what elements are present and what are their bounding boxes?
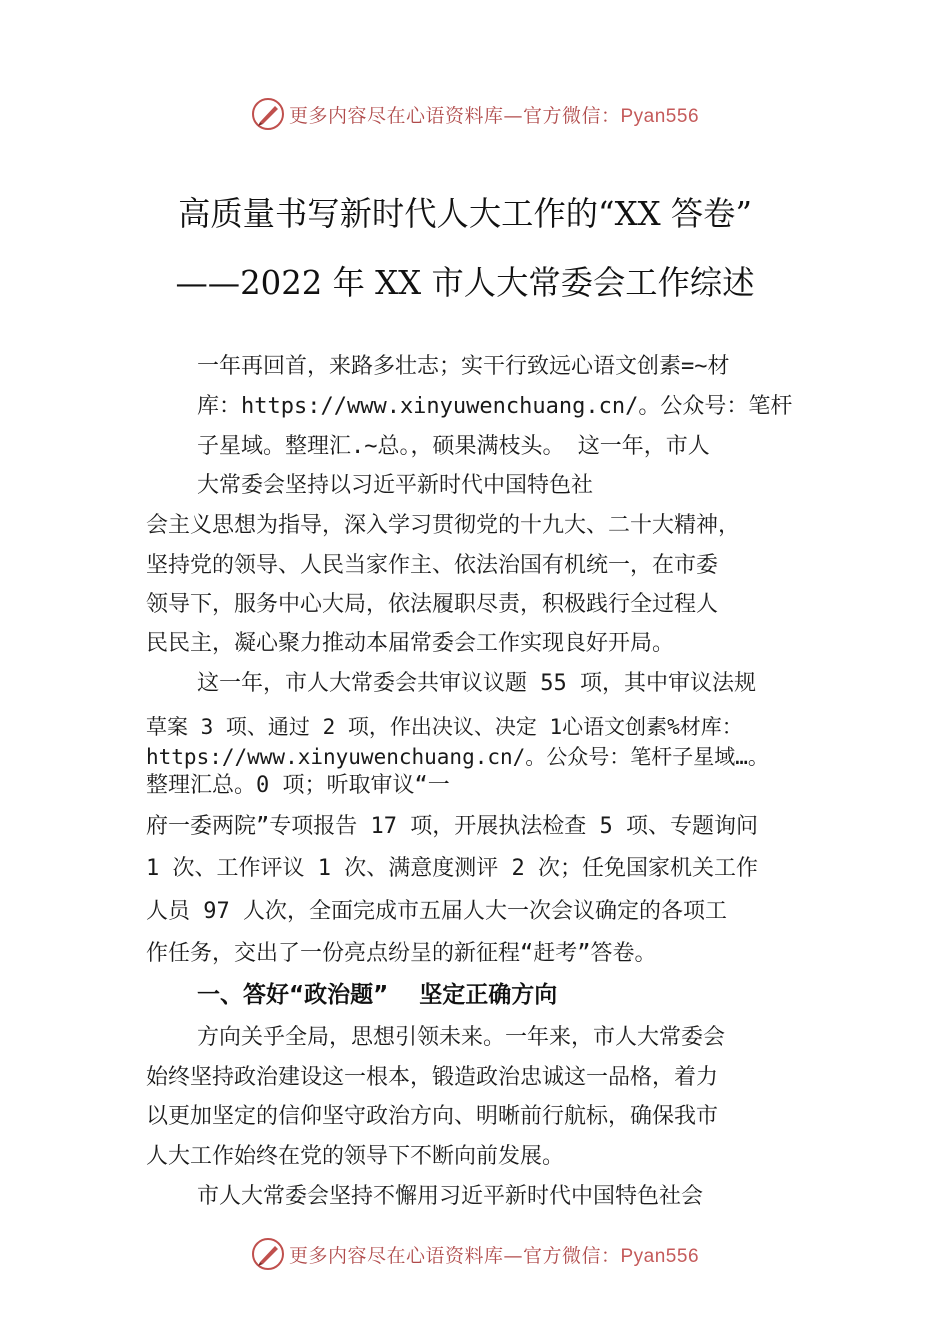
paragraph-line: 市人大常委会坚持不懈用习近平新时代中国特色社会 (197, 1184, 704, 1209)
brush-logo-icon (251, 1237, 285, 1271)
banner-text: 更多内容尽在心语资料库—官方微信：Pyan556 (288, 1244, 700, 1267)
paragraph-line: 以更加坚定的信仰坚守政治方向、明晰前行航标，确保我市 (146, 1104, 719, 1129)
paragraph-line: 人大工作始终在党的领导下不断向前发展。 (146, 1144, 565, 1169)
paragraph-line: 始终坚持政治建设这一根本，锻造政治忠诚这一品格，着力 (146, 1065, 719, 1090)
paragraph-line: https://www.xinyuwenchuang.cn/。公众号：笔杆子星域…。 (146, 745, 769, 769)
paragraph-line: 作任务，交出了一份亮点纷呈的新征程“赶考”答卷。 (146, 941, 657, 966)
paragraph-line: 整理汇总。0 项；听取审议“一 (146, 773, 450, 798)
paragraph-line: 这一年，市人大常委会共审议议题 55 项，其中审议法规 (197, 671, 756, 696)
brush-logo-icon (251, 97, 285, 131)
document-subtitle: ——2022 年 XX 市人大常委会工作综述 (175, 263, 755, 302)
paragraph-line: 1 次、工作评议 1 次、满意度测评 2 次；任免国家机关工作 (146, 856, 758, 881)
paragraph-line: 坚持党的领导、人民当家作主、依法治国有机统一，在市委 (146, 553, 719, 578)
paragraph-line: 一年再回首，来路多壮志；实干行致远心语文创素=~材 (197, 354, 730, 379)
paragraph-line: 子星域。整理汇.~总。，硕果满枝头。 这一年，市人 (197, 434, 710, 459)
paragraph-line: 库：https://www.xinyuwenchuang.cn/。公众号：笔杆 (197, 394, 793, 419)
document-title: 高质量书写新时代人大工作的“XX 答卷” (178, 194, 752, 233)
paragraph-line: 民民主，凝心聚力推动本届常委会工作实现良好开局。 (146, 631, 675, 656)
banner-text: 更多内容尽在心语资料库—官方微信：Pyan556 (288, 104, 700, 127)
watermark-banner-bottom (0, 1234, 950, 1274)
paragraph-line: 府一委两院”专项报告 17 项，开展执法检查 5 项、专题询问 (146, 814, 758, 839)
paragraph-line: 会主义思想为指导，深入学习贯彻党的十九大、二十大精神， (146, 513, 741, 538)
paragraph-line: 大常委会坚持以习近平新时代中国特色社 (197, 473, 594, 498)
paragraph-line: 草案 3 项、通过 2 项，作出决议、决定 1心语文创素%材库： (146, 715, 743, 739)
paragraph-line: 人员 97 人次，全面完成市五届人大一次会议确定的各项工 (146, 899, 727, 924)
paragraph-line: 领导下，服务中心大局，依法履职尽责，积极践行全过程人 (146, 592, 719, 617)
section-heading: 一、答好“政治题” 坚定正确方向 (197, 982, 558, 1008)
paragraph-line: 方向关乎全局，思想引领未来。一年来，市人大常委会 (197, 1025, 726, 1050)
watermark-banner-top (0, 94, 950, 134)
